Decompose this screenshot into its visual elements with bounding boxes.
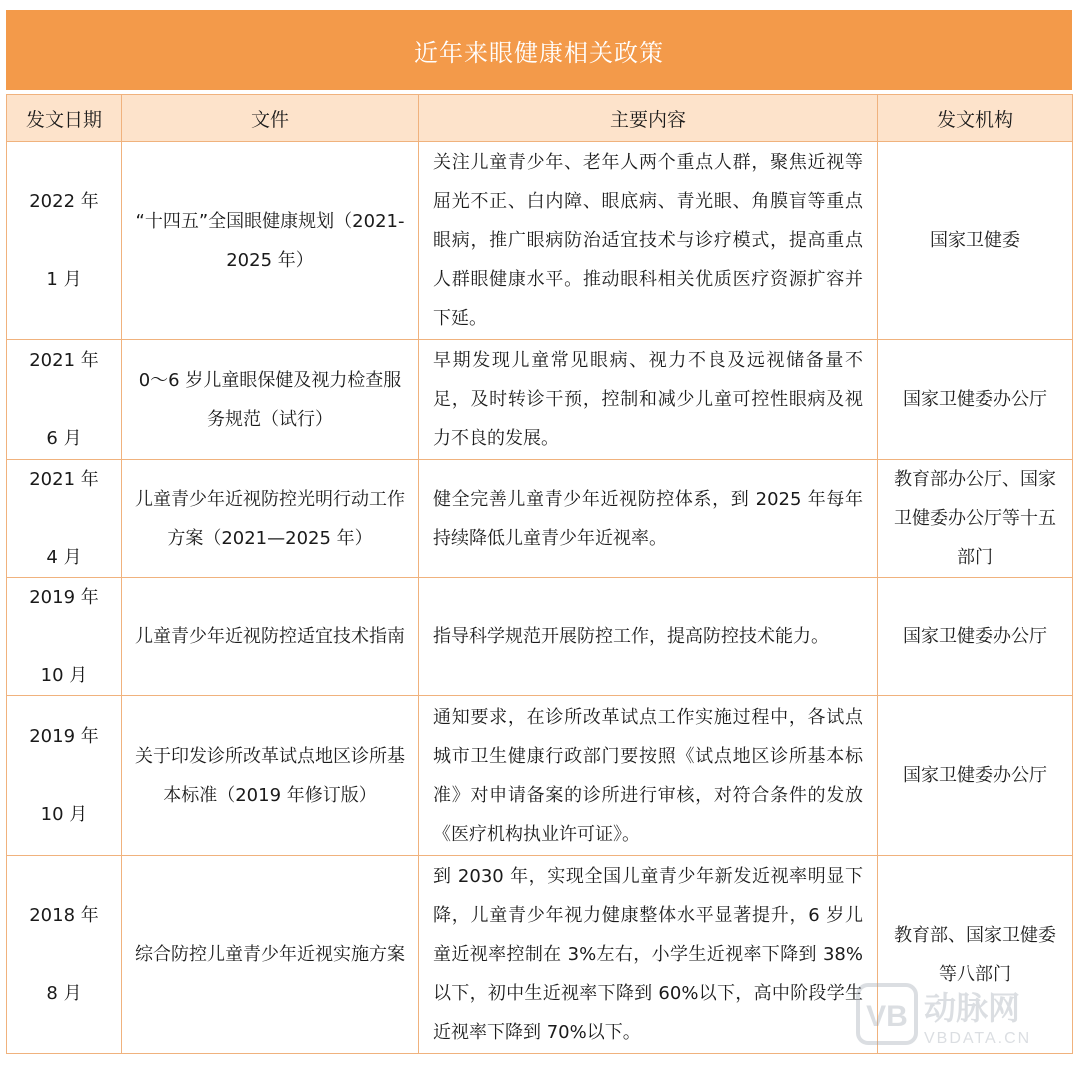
content-cell: 早期发现儿童常见眼病、视力不良及远视储备量不足，及时转诊干预，控制和减少儿童可控性眼病及视力不良的发展。: [419, 340, 878, 460]
policy-table-container: [6, 10, 1072, 1054]
date-month: 10 月: [40, 804, 88, 825]
date-month: 6 月: [46, 428, 82, 449]
content-cell: 到 2030 年，实现全国儿童青少年新发近视率明显下降，儿童青少年视力健康整体水平显著提升，6 岁儿童近视率控制在 3%左右，小学生近视率下降到 38%以下，初中生近视率下降到 60%以下，高中阶段学生近视率下降到 70%以下。: [419, 856, 878, 1054]
table-header-row: [7, 95, 1073, 142]
org-cell: 国家卫健委办公厅: [878, 578, 1073, 696]
header-date: 发文日期: [7, 95, 122, 142]
date-year: 2021 年: [29, 469, 99, 490]
watermark-url-text: VBDATA.CN: [924, 1030, 1032, 1047]
date-year: 2018 年: [29, 905, 99, 926]
date-cell: [7, 142, 122, 340]
file-cell: 儿童青少年近视防控适宜技术指南: [122, 578, 419, 696]
file-cell: 0～6 岁儿童眼保健及视力检查服务规范（试行）: [122, 340, 419, 460]
watermark-logo-text: 动脉网: [924, 990, 1021, 1026]
content-cell: 通知要求，在诊所改革试点工作实施过程中，各试点城市卫生健康行政部门要按照《试点地区诊所基本标准》对申请备案的诊所进行审核，对符合条件的发放《医疗机构执业许可证》。: [419, 696, 878, 856]
content-cell: 健全完善儿童青少年近视防控体系，到 2025 年每年持续降低儿童青少年近视率。: [419, 460, 878, 578]
table-title: 近年来眼健康相关政策: [6, 10, 1072, 90]
date-cell: [7, 578, 122, 696]
date-cell: [7, 696, 122, 856]
table-row: [7, 340, 1073, 460]
file-cell: 儿童青少年近视防控光明行动工作方案（2021—2025 年）: [122, 460, 419, 578]
date-year: 2019 年: [29, 587, 99, 608]
file-cell: 综合防控儿童青少年近视实施方案: [122, 856, 419, 1054]
date-year: 2021 年: [29, 350, 99, 371]
org-cell: 国家卫健委办公厅: [878, 696, 1073, 856]
date-year: 2019 年: [29, 726, 99, 747]
file-cell: 关于印发诊所改革试点地区诊所基本标准（2019 年修订版）: [122, 696, 419, 856]
content-cell: 关注儿童青少年、老年人两个重点人群，聚焦近视等屈光不正、白内障、眼底病、青光眼、角膜盲等重点眼病，推广眼病防治适宜技术与诊疗模式，提高重点人群眼健康水平。推动眼科相关优质医疗资源扩容并下延。: [419, 142, 878, 340]
table-row: [7, 142, 1073, 340]
header-file: 文件: [122, 95, 419, 142]
policy-table: [6, 94, 1073, 1054]
table-row: [7, 696, 1073, 856]
watermark-mark-text: VB: [866, 1000, 908, 1033]
date-month: 1 月: [46, 269, 82, 290]
org-cell: 教育部办公厅、国家卫健委办公厅等十五部门: [878, 460, 1073, 578]
org-cell: 国家卫健委办公厅: [878, 340, 1073, 460]
date-month: 8 月: [46, 983, 82, 1004]
header-content: 主要内容: [419, 95, 878, 142]
date-cell: [7, 856, 122, 1054]
table-row: [7, 460, 1073, 578]
header-org: 发文机构: [878, 95, 1073, 142]
date-cell: [7, 460, 122, 578]
org-cell: 教育部、国家卫健委等八部门: [878, 856, 1073, 1054]
file-cell: “十四五”全国眼健康规划（2021-2025 年）: [122, 142, 419, 340]
table-row: [7, 856, 1073, 1054]
content-cell: 指导科学规范开展防控工作，提高防控技术能力。: [419, 578, 878, 696]
date-year: 2022 年: [29, 191, 99, 212]
org-cell: 国家卫健委: [878, 142, 1073, 340]
table-row: [7, 578, 1073, 696]
date-month: 10 月: [40, 665, 88, 686]
date-month: 4 月: [46, 547, 82, 568]
date-cell: [7, 340, 122, 460]
